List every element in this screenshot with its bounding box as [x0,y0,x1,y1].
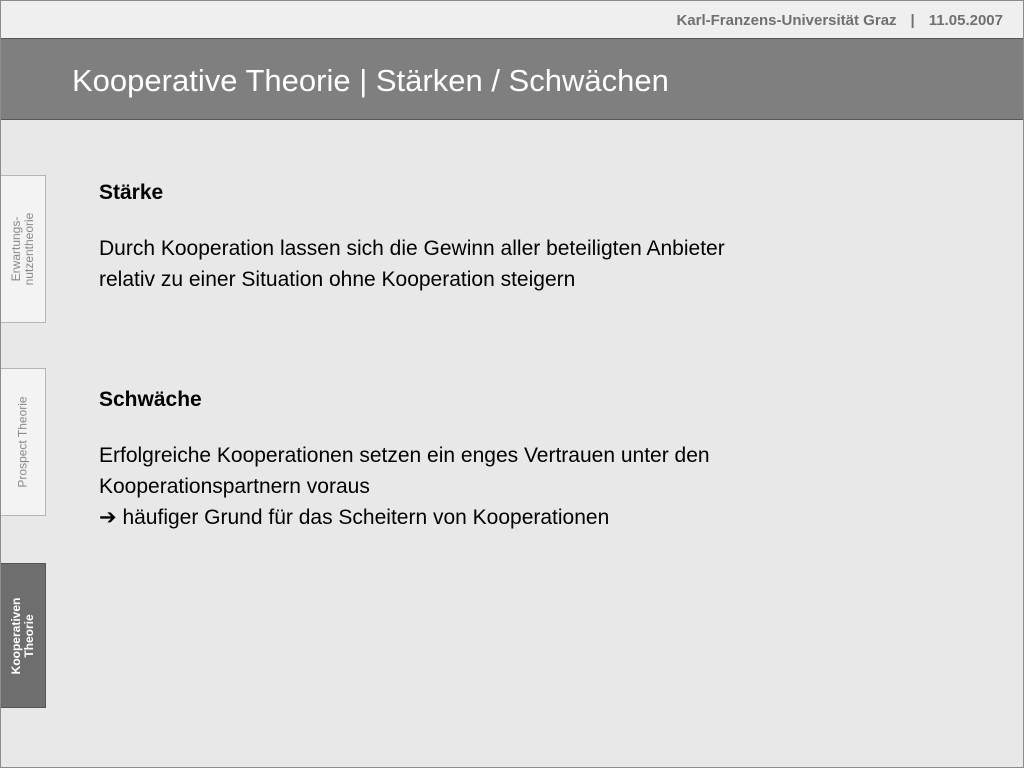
strength-text: Durch Kooperation lassen sich die Gewinn aller beteiligten Anbieter relativ zu einer Situation ohne Kooperation steigern [99,237,725,291]
weakness-text: Erfolgreiche Kooperationen setzen ein enges Vertrauen unter den Kooperationspartnern voraus ➔ häufiger Grund für das Scheitern von Kooperationen [99,444,710,529]
strength-heading: Stärke [99,181,164,204]
tab-label: Prospect Theorie [15,396,30,488]
university-name: Karl-Franzens-Universität Graz [676,12,897,29]
weakness-heading: Schwäche [99,388,202,411]
weakness-section [99,388,710,533]
strength-section [99,181,725,295]
title-bar [1,39,1023,120]
arrow-icon: ➔ [99,506,117,529]
tab-label: Kooperativen Theorie [9,597,36,674]
tab-kooperativen-theorie[interactable] [1,563,46,708]
weakness-consequence: häufiger Grund für das Scheitern von Kooperationen [122,506,610,529]
header-bar [1,1,1023,39]
presentation-date: 11.05.2007 [928,12,1003,29]
tab-prospect-theorie[interactable] [1,368,46,516]
tab-label: Erwartungs- nutzentheorie [9,212,36,286]
header-meta [676,12,1003,29]
header-separator: | [910,12,915,29]
tab-erwartungsnutzentheorie[interactable] [1,175,46,323]
slide-title: Kooperative Theorie | Stärken / Schwächen [72,63,669,98]
